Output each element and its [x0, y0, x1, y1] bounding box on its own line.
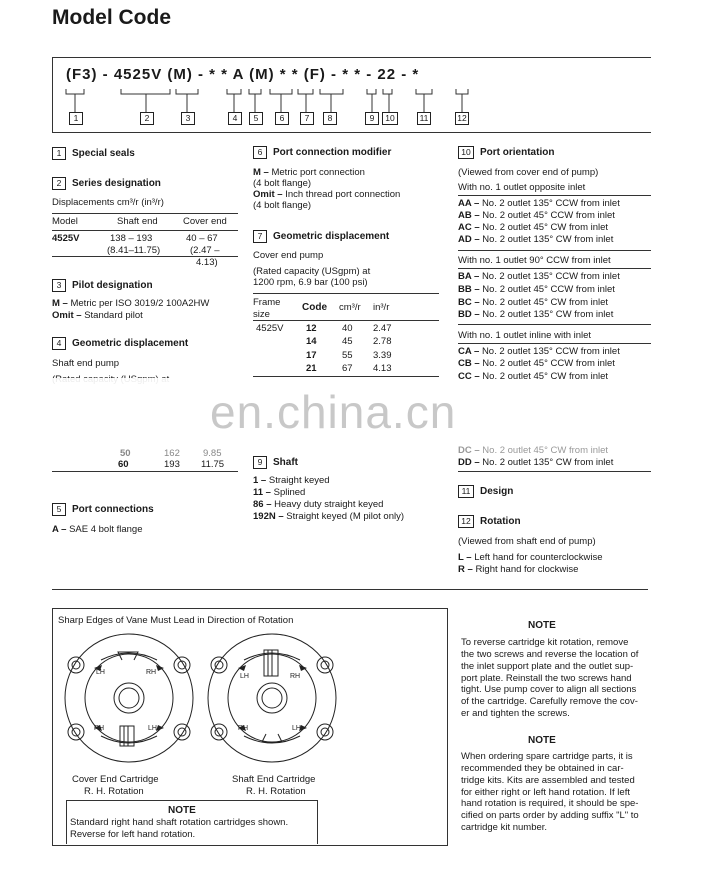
note1-line: the two screws and reverse the location of — [461, 649, 639, 660]
series-cell: (8.41–11.75) — [107, 245, 161, 256]
lh-label: LH — [148, 725, 157, 732]
section-4-heading — [52, 337, 188, 350]
note2-line: cartridge kit number. — [461, 822, 548, 833]
rh-label: RH — [238, 725, 249, 732]
geo-cell: 55 — [342, 350, 353, 361]
shaft-item: 192N – Straight keyed (M pilot only) — [253, 511, 405, 522]
lh-label: LH — [240, 673, 249, 680]
note2-line: When ordering spare cartridge parts, it is — [461, 751, 633, 762]
divider — [52, 230, 238, 231]
watermark-text: en.china.cn — [210, 386, 457, 438]
pos-box-10: 10 — [382, 112, 398, 125]
divider — [458, 250, 651, 251]
left-cartridge-rotation: R. H. Rotation — [84, 786, 144, 797]
figure-note-title: NOTE — [168, 805, 196, 816]
shaft-item: 11 – Splined — [253, 487, 306, 498]
note2-line: cified on parts order by adding suffix "L" to — [461, 810, 639, 821]
pos-box-8: 8 — [323, 112, 337, 125]
pos-box-6: 6 — [275, 112, 289, 125]
note2-title: NOTE — [528, 735, 556, 746]
geo-cell: 2.47 — [373, 323, 392, 334]
series-header-shaft: Shaft end — [117, 216, 158, 227]
note1-line: er and tighten the screws. — [461, 708, 570, 719]
section-number: 6 — [253, 146, 267, 159]
divider — [458, 195, 651, 196]
geo-cell: 45 — [342, 336, 353, 347]
code-brackets — [0, 0, 715, 140]
divider — [52, 256, 238, 257]
divider — [52, 471, 238, 472]
section-title: Shaft — [273, 457, 298, 468]
section-title: Port connection modifier — [273, 147, 392, 158]
series-cell: (2.47 – — [190, 245, 220, 256]
note2-line: recommended they be obtained in car- — [461, 763, 624, 774]
section-1-heading — [52, 147, 135, 160]
section-5-heading — [52, 503, 154, 516]
orientation-group-head: With no. 1 outlet 90° CCW from inlet — [458, 255, 611, 266]
section-title: Port connections — [72, 504, 154, 515]
geo-header-cm3: cm³/r — [339, 302, 361, 313]
divider — [458, 471, 651, 472]
port-connection-item: A – SAE 4 bolt flange — [52, 524, 143, 535]
disp-cell: 193 — [164, 459, 180, 470]
geo-cell: 17 — [306, 350, 317, 361]
figure-note-line: Standard right hand shaft rotation cartridges shown. — [70, 817, 289, 828]
orientation-item: AA – No. 2 outlet 135° CCW from inlet — [458, 198, 620, 209]
section-11-heading — [458, 485, 513, 498]
series-subtitle: Displacements cm³/r (in³/r) — [52, 197, 164, 208]
divider — [52, 213, 238, 214]
series-header-cover: Cover end — [183, 216, 227, 227]
orientation-item: AD – No. 2 outlet 135° CW from inlet — [458, 234, 614, 245]
right-cartridge-label: Shaft End Cartridge — [232, 774, 316, 785]
divider — [458, 268, 651, 269]
section-title: Series designation — [72, 178, 161, 189]
divider — [66, 800, 67, 844]
divider — [253, 293, 439, 294]
left-cartridge-label: Cover End Cartridge — [72, 774, 159, 785]
note1-line: the inlet support plate and the outlet sup- — [461, 661, 634, 672]
pos-box-7: 7 — [300, 112, 314, 125]
shaft-item: 86 – Heavy duty straight keyed — [253, 499, 384, 510]
orientation-item: AB – No. 2 outlet 45° CCW from inlet — [458, 210, 615, 221]
divider — [458, 324, 651, 325]
pos-box-11: 11 — [417, 112, 431, 125]
divider — [317, 800, 318, 844]
series-cell: 4525V — [52, 233, 80, 244]
shaft-item: 1 – Straight keyed — [253, 475, 330, 486]
section-number: 11 — [458, 485, 474, 498]
pos-box-3: 3 — [181, 112, 195, 125]
orientation-item: BB – No. 2 outlet 45° CCW from inlet — [458, 284, 615, 295]
cartridge-drawings — [56, 630, 446, 772]
pos-box-1: 1 — [69, 112, 83, 125]
divider — [253, 320, 439, 321]
series-cell: 4.13) — [196, 257, 218, 268]
section-number: 4 — [52, 337, 66, 350]
rh-label: RH — [146, 669, 157, 676]
note1-line: To reverse cartridge kit rotation, remove — [461, 637, 629, 648]
orientation-item: CB – No. 2 outlet 45° CCW from inlet — [458, 358, 615, 369]
rotation-item: L – Left hand for counterclockwise — [458, 552, 603, 563]
divider — [458, 343, 651, 344]
orientation-item: DD – No. 2 outlet 135° CW from inlet — [458, 457, 614, 468]
orientation-item: AC – No. 2 outlet 45° CW from inlet — [458, 222, 609, 233]
geo-cell: 12 — [306, 323, 317, 334]
port-mod-item: (4 bolt flange) — [253, 178, 312, 189]
orientation-item-partial: DC – No. 2 outlet 45° CW from inlet — [458, 445, 609, 456]
rh-label: RH — [94, 725, 105, 732]
note1-line: tight. Use pump cover to align all sections — [461, 684, 637, 695]
note1-title: NOTE — [528, 620, 556, 631]
orientation-item: BC – No. 2 outlet 45° CW from inlet — [458, 297, 609, 308]
section-title: Geometric displacement — [273, 231, 390, 242]
geo-cell: 40 — [342, 323, 353, 334]
geo-header-code: Code — [302, 302, 327, 313]
orientation-item: BA – No. 2 outlet 135° CCW from inlet — [458, 271, 620, 282]
section-number: 12 — [458, 515, 474, 528]
pos-box-12: 12 — [455, 112, 469, 125]
series-cell: 40 – 67 — [186, 233, 218, 244]
section-title: Special seals — [72, 148, 135, 159]
disp-cell: 50 — [120, 448, 131, 459]
section-2-heading — [52, 177, 161, 190]
geo-cell: 3.39 — [373, 350, 392, 361]
section-number: 5 — [52, 503, 66, 516]
geo-cell: 21 — [306, 363, 317, 374]
geo-cell: 14 — [306, 336, 317, 347]
section-number: 3 — [52, 279, 66, 292]
geo-header-in3: in³/r — [373, 302, 390, 313]
orientation-item: CA – No. 2 outlet 135° CCW from inlet — [458, 346, 620, 357]
orientation-group-head: With no. 1 outlet opposite inlet — [458, 182, 586, 193]
port-mod-item: M – Metric port connection — [253, 167, 365, 178]
lh-label: LH — [292, 725, 301, 732]
orientation-item: BD – No. 2 outlet 135° CW from inlet — [458, 309, 614, 320]
pos-box-4: 4 — [228, 112, 242, 125]
note1-line: of the cartridge. Carefully remove the cov- — [461, 696, 638, 707]
series-cell: 138 – 193 — [110, 233, 153, 244]
pilot-item: M – Metric per ISO 3019/2 100A2HW — [52, 298, 210, 309]
geo-header-frame: Frame size — [253, 297, 281, 320]
section-number: 2 — [52, 177, 66, 190]
pos-box-2: 2 — [140, 112, 154, 125]
section-12-heading — [458, 515, 521, 528]
rh-label: RH — [290, 673, 301, 680]
section-number: 1 — [52, 147, 66, 160]
section-number: 10 — [458, 146, 474, 159]
rotation-item: R – Right hand for clockwise — [458, 564, 579, 575]
section-6-heading — [253, 146, 391, 159]
geo-cell: 2.78 — [373, 336, 392, 347]
right-cartridge-rotation: R. H. Rotation — [246, 786, 306, 797]
divider — [66, 800, 318, 801]
section-10-heading — [458, 146, 554, 159]
series-header-model: Model — [52, 216, 78, 227]
page-title: Model Code — [52, 6, 171, 29]
section-title: Design — [480, 486, 514, 497]
note2-line: tridge kits. Kits are assembled and tested — [461, 775, 635, 786]
cover-pump-line: Cover end pump — [253, 250, 324, 261]
section-title: Port orientation — [480, 147, 555, 158]
section-7-heading — [253, 230, 389, 243]
model-code-string: (F3) - 4525V (M) - * * A (M) * * (F) - * * - 22 - * — [66, 66, 420, 83]
geo-cell: 67 — [342, 363, 353, 374]
note2-line: for either right or left hand rotation. If left — [461, 787, 630, 798]
rotation-intro: (Viewed from shaft end of pump) — [458, 536, 596, 547]
shaft-pump-line: Shaft end pump — [52, 358, 120, 369]
section-title: Pilot designation — [72, 280, 153, 291]
geo-cell: 4.13 — [373, 363, 392, 374]
disp-cell: 11.75 — [201, 459, 225, 470]
note1-line: port plate. Reinstall the two screws hand — [461, 673, 632, 684]
rated-conditions-line: 1200 rpm, 6.9 bar (100 psi) — [253, 277, 368, 288]
port-mod-item: Omit – Inch thread port connection — [253, 189, 401, 200]
note2-line: hand rotation is required, it should be spe- — [461, 798, 639, 809]
orientation-group-head: With no. 1 outlet inline with inlet — [458, 330, 592, 341]
figure-note-line: Reverse for left hand rotation. — [70, 829, 196, 840]
disp-cell: 9.85 — [203, 448, 222, 459]
figure-caption: Sharp Edges of Vane Must Lead in Direction of Rotation — [58, 615, 294, 626]
lh-label: LH — [96, 669, 105, 676]
rated-capacity-line: (Rated capacity (USgpm) at — [253, 266, 371, 277]
section-number: 9 — [253, 456, 267, 469]
orientation-item: CC – No. 2 outlet 45° CW from inlet — [458, 371, 609, 382]
divider — [253, 376, 439, 377]
section-title: Geometric displacement — [72, 338, 189, 349]
section-number: 7 — [253, 230, 267, 243]
pos-box-9: 9 — [365, 112, 379, 125]
section-title: Rotation — [480, 516, 521, 527]
section-3-heading — [52, 279, 153, 292]
pos-box-5: 5 — [249, 112, 263, 125]
port-mod-item: (4 bolt flange) — [253, 200, 312, 211]
pilot-item: Omit – Standard pilot — [52, 310, 143, 321]
disp-cell: 60 — [118, 459, 129, 470]
orientation-intro: (Viewed from cover end of pump) — [458, 167, 599, 178]
geo-cell: 4525V — [256, 323, 284, 334]
section-rule — [52, 589, 648, 590]
section-9-heading — [253, 456, 298, 469]
disp-cell: 162 — [164, 448, 180, 459]
